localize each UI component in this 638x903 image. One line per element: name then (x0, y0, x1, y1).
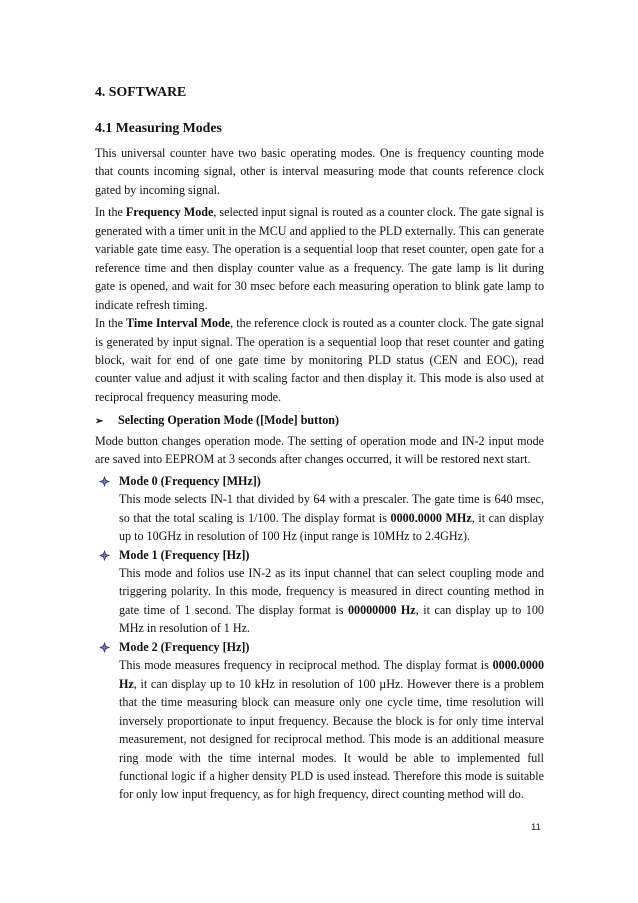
section-heading: 4. SOFTWARE (95, 84, 187, 99)
list-item (95, 546, 544, 638)
mode-1-description (119, 564, 544, 638)
mode-1-title: Mode 1 (Frequency [Hz]) (119, 547, 250, 562)
mode-1-format: 00000000 Hz (347, 602, 416, 617)
frequency-mode-text: , selected input signal is routed as a counter clock. The gate signal is generated with a timer unit in the MCU and applied to the PLD externally. This can generate variable gate time easy. The operation is a sequential loop that reset counter, open gate for a reference time and then display counter value as a frequency. The gate lamp is lit during gate is opened, and wait for 30 msec before each measuring operation to blink gate lamp to indicate refresh timing. (95, 205, 544, 312)
mode-0-title: Mode 0 (Frequency [MHz]) (119, 473, 261, 488)
mode-0-text-after: , it can display up to 10GHz in resolution of 100 Hz (input range is 10MHz to 2.4GHz). (119, 510, 544, 544)
mode-2-text: This mode measures frequency in reciprocal method. The display format is (119, 658, 493, 673)
bullet-icon (99, 476, 110, 487)
frequency-mode-prefix: In the (95, 205, 126, 220)
mode-1-text-after: , it can display up to 100 MHz in resolution of 1 Hz. (119, 602, 544, 636)
frequency-mode-paragraph (95, 203, 544, 314)
mode-0-text: This mode selects IN-1 that divided by 64 with a prescaler. The gate time is 640 msec, so that the total scaling is 1/100. The display format is (119, 492, 544, 525)
bullet-icon (99, 642, 110, 653)
mode-2-description (119, 656, 544, 804)
selecting-mode-paragraph: Mode button changes operation mode. The setting of operation mode and IN-2 input mode are saved into EEPROM at 3 seconds after changes occurred, it will be restored next start. (95, 433, 544, 467)
interval-mode-paragraph (95, 314, 544, 406)
mode-2-title: Mode 2 (Frequency [Hz]) (119, 639, 250, 654)
arrow-bullet-icon: ➢ (95, 416, 104, 428)
mode-1-text: This mode and folios use IN-2 as its input channel that can select coupling mode and triggering polarity. In this mode, frequency is measured in direct counting method in gate time of 1 second. The display format is (119, 565, 544, 617)
interval-mode-text: , the reference clock is routed as a counter clock. The gate signal is generated by input signal. The operation is a sequential loop that reset counter and gating block, wait for end of one gate time by monitoring PLD status (CEN and EOC), read counter value and adjust it with scaling factor and then display it. This mode is also used at reciprocal frequency measuring mode. (95, 316, 544, 404)
subsection-heading: 4.1 Measuring Modes (95, 120, 222, 135)
mode-0-format: 0000.0000 MHz (390, 510, 472, 525)
page-content (95, 84, 544, 804)
interval-mode-prefix: In the (95, 316, 127, 331)
interval-mode-term: Time Interval Mode (126, 316, 231, 331)
page-number: 11 (531, 822, 541, 833)
bullet-icon (99, 550, 110, 561)
mode-2-format: 0000.0000 Hz (119, 658, 544, 691)
list-item (95, 472, 544, 546)
selecting-mode-title: Selecting Operation Mode ([Mode] button) (118, 413, 340, 428)
selecting-mode-heading (95, 411, 544, 431)
intro-paragraph: This universal counter have two basic operating modes. One is frequency counting mode that counts incoming signal, other is interval measuring mode that counts reference clock gated by incoming signal. (95, 146, 544, 197)
mode-0-description (119, 490, 544, 545)
list-item (95, 638, 544, 804)
mode-list (95, 472, 544, 804)
mode-2-text-after: , it can display up to 10 kHz in resolution of 100 µHz. However there is a problem that the time measuring block can measure only one cycle time, time resolution will inversely proportionate to input frequency. Because the block is for only time interval measurement, not designed for reciprocal method. This mode is an additional measure ring mode with the time internal modes. It would be able to implemented full functional logic if a higher density PLD is used instead. Therefore this mode is suitable for only low input frequency, as for high frequency, direct counting method will do. (119, 676, 544, 802)
frequency-mode-term: Frequency Mode (125, 205, 214, 220)
